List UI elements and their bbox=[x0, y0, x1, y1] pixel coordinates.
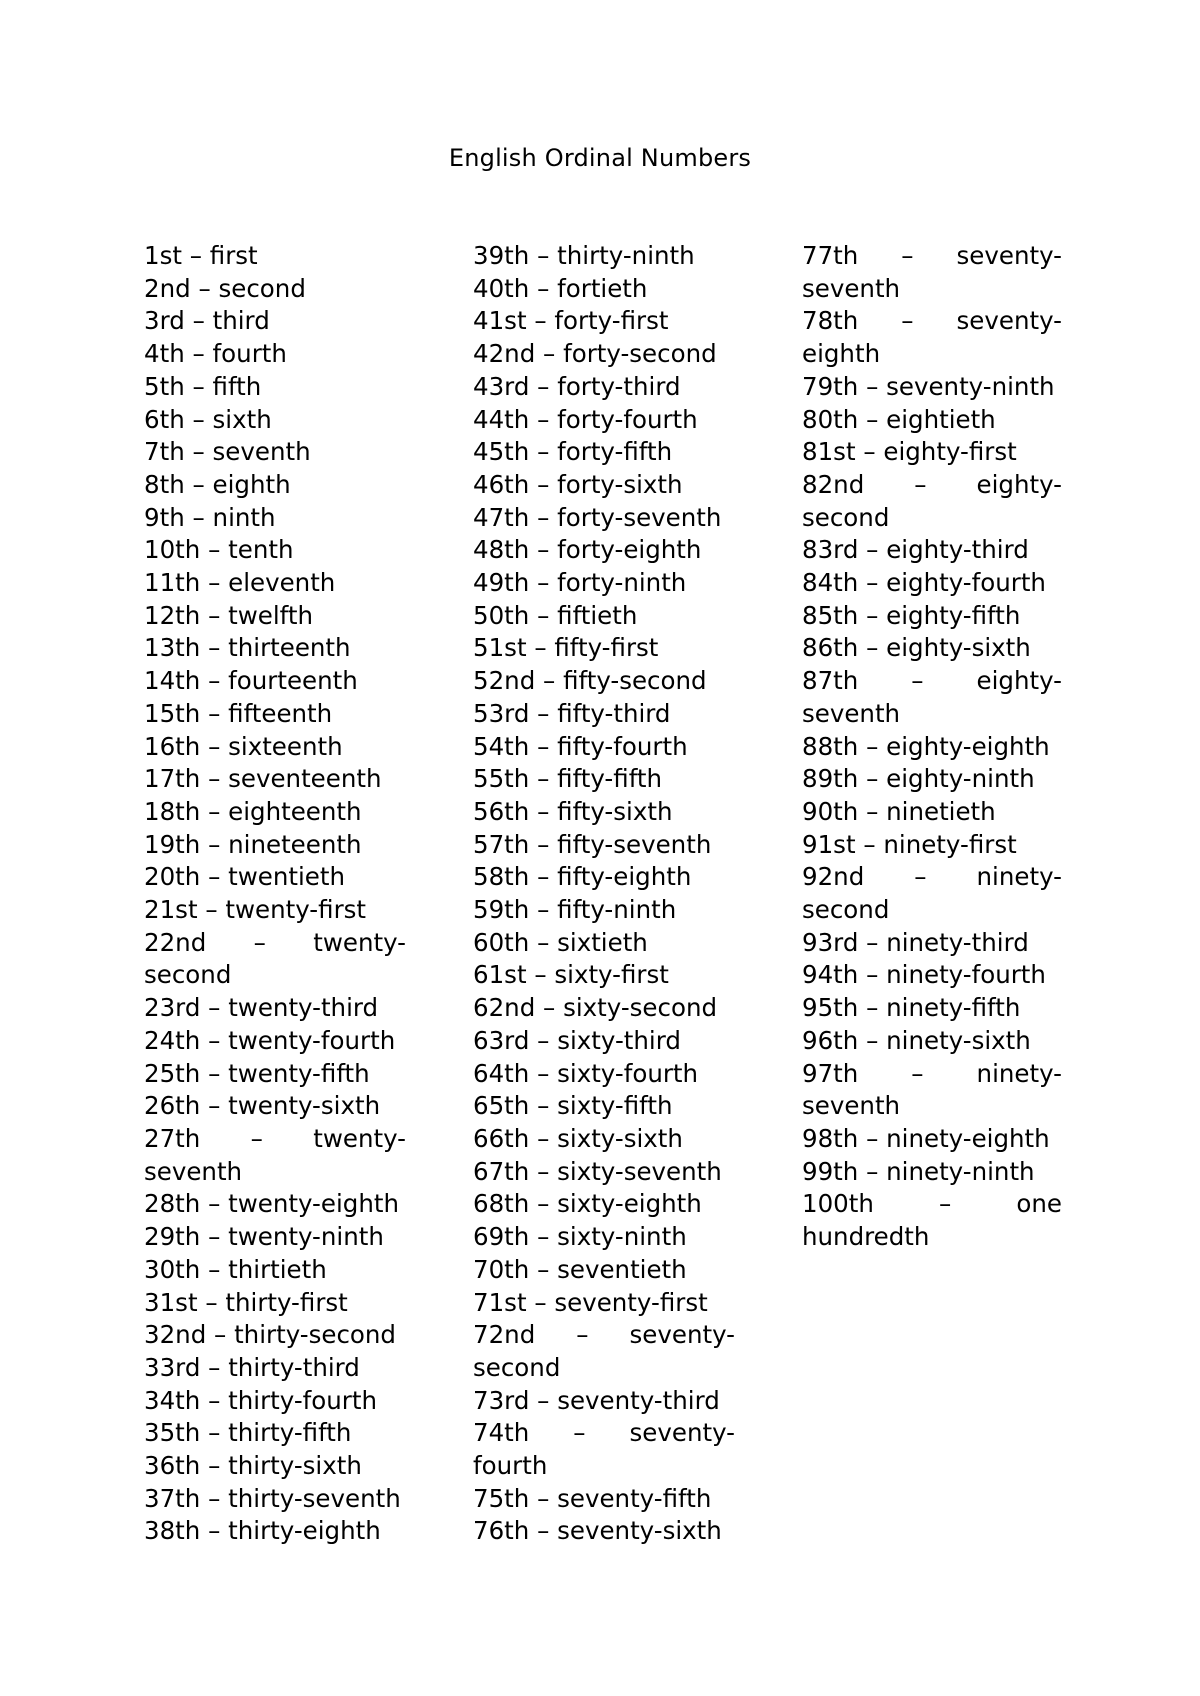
ordinal-entry: 19th – nineteenth bbox=[144, 829, 362, 859]
ordinal-entry: 22nd – twenty-second bbox=[144, 927, 406, 990]
ordinal-entry: 6th – sixth bbox=[144, 404, 272, 434]
ordinal-entry: 14th – fourteenth bbox=[144, 666, 358, 696]
ordinal-entry: 60th – sixtieth bbox=[473, 927, 648, 957]
ordinal-entry: 76th – seventy-sixth bbox=[473, 1516, 722, 1546]
ordinal-entry: 67th – sixty-seventh bbox=[473, 1156, 722, 1186]
ordinal-entry: 77th – seventy-seventh bbox=[802, 241, 1062, 303]
ordinal-entry: 21st – twenty-first bbox=[144, 895, 367, 925]
ordinal-entry: 48th – forty-eighth bbox=[473, 535, 702, 565]
ordinal-entry: 45th – forty-fifth bbox=[473, 437, 673, 467]
ordinal-entry: 74th – seventy-fourth bbox=[473, 1418, 735, 1481]
ordinal-entry: 94th – ninety-fourth bbox=[802, 960, 1046, 990]
ordinal-entry: 28th – twenty-eighth bbox=[144, 1189, 399, 1219]
ordinal-entry: 33rd – thirty-third bbox=[144, 1352, 360, 1382]
ordinal-column-2 bbox=[473, 240, 735, 1548]
ordinal-entry: 35th – thirty-fifth bbox=[144, 1418, 352, 1448]
ordinal-entry: 73rd – seventy-third bbox=[473, 1385, 720, 1415]
ordinal-entry: 56th – fifty-sixth bbox=[473, 796, 673, 826]
ordinal-entry: 8th – eighth bbox=[144, 469, 291, 499]
ordinal-entry: 72nd – seventy-second bbox=[473, 1320, 735, 1382]
ordinal-entry: 99th – ninety-ninth bbox=[802, 1156, 1035, 1186]
ordinal-entry: 52nd – fifty-second bbox=[473, 666, 707, 696]
ordinal-entry: 71st – seventy-first bbox=[473, 1287, 708, 1317]
ordinal-entry: 46th – forty-sixth bbox=[473, 469, 683, 499]
ordinal-entry: 38th – thirty-eighth bbox=[144, 1516, 381, 1546]
ordinal-entry: 15th – fifteenth bbox=[144, 698, 333, 728]
ordinal-entry: 63rd – sixty-third bbox=[473, 1025, 681, 1055]
ordinal-entry: 5th – fifth bbox=[144, 371, 262, 401]
ordinal-entry: 66th – sixty-sixth bbox=[473, 1123, 683, 1153]
ordinal-entry: 4th – fourth bbox=[144, 339, 287, 369]
ordinal-entry: 93rd – ninety-third bbox=[802, 927, 1029, 957]
ordinal-entry: 81st – eighty-first bbox=[802, 437, 1017, 467]
ordinal-entry: 51st – fifty-first bbox=[473, 633, 659, 663]
ordinal-entry: 3rd – third bbox=[144, 306, 270, 336]
ordinal-entry: 100th – one hundredth bbox=[802, 1189, 1062, 1252]
ordinal-entry: 91st – ninety-first bbox=[802, 829, 1017, 859]
ordinal-entry: 32nd – thirty-second bbox=[144, 1320, 396, 1350]
ordinal-entry: 85th – eighty-fifth bbox=[802, 600, 1021, 630]
ordinal-entry: 31st – thirty-first bbox=[144, 1287, 348, 1317]
ordinal-entry: 1st – first bbox=[144, 241, 258, 270]
ordinal-entry: 79th – seventy-ninth bbox=[802, 371, 1055, 401]
ordinal-entry: 98th – ninety-eighth bbox=[802, 1123, 1050, 1153]
page-title: English Ordinal Numbers bbox=[448, 144, 752, 172]
ordinal-entry: 84th – eighty-fourth bbox=[802, 568, 1046, 598]
ordinal-entry: 7th – seventh bbox=[144, 437, 311, 467]
ordinal-entry: 88th – eighty-eighth bbox=[802, 731, 1050, 761]
ordinal-entry: 10th – tenth bbox=[144, 535, 294, 565]
ordinal-entry: 61st – sixty-first bbox=[473, 960, 669, 990]
ordinal-column-3 bbox=[802, 240, 1062, 1254]
ordinal-entry: 25th – twenty-fifth bbox=[144, 1058, 370, 1088]
ordinal-entry: 68th – sixty-eighth bbox=[473, 1189, 702, 1219]
ordinal-entry: 29th – twenty-ninth bbox=[144, 1222, 384, 1252]
ordinal-entry: 80th – eightieth bbox=[802, 404, 996, 434]
ordinal-entry: 69th – sixty-ninth bbox=[473, 1222, 687, 1252]
ordinal-entry: 62nd – sixty-second bbox=[473, 993, 718, 1023]
ordinal-entry: 64th – sixty-fourth bbox=[473, 1058, 699, 1088]
ordinal-entry: 86th – eighty-sixth bbox=[802, 633, 1031, 663]
ordinal-entry: 97th – ninety-seventh bbox=[802, 1058, 1062, 1121]
ordinal-entry: 78th – seventy-eighth bbox=[802, 306, 1062, 369]
ordinal-entry: 26th – twenty-sixth bbox=[144, 1091, 381, 1121]
ordinal-entry: 42nd – forty-second bbox=[473, 339, 717, 369]
ordinal-entry: 49th – forty-ninth bbox=[473, 568, 687, 598]
ordinal-entry: 20th – twentieth bbox=[144, 862, 346, 892]
ordinal-entry: 90th – ninetieth bbox=[802, 796, 996, 826]
ordinal-entry: 12th – twelfth bbox=[144, 600, 313, 630]
ordinal-entry: 16th – sixteenth bbox=[144, 731, 343, 761]
ordinal-entry: 24th – twenty-fourth bbox=[144, 1025, 396, 1055]
ordinal-entry: 70th – seventieth bbox=[473, 1254, 687, 1284]
ordinal-entry: 50th – fiftieth bbox=[473, 600, 638, 630]
ordinal-entry: 83rd – eighty-third bbox=[802, 535, 1029, 565]
ordinal-entry: 27th – twenty-seventh bbox=[144, 1123, 406, 1186]
ordinal-entry: 23rd – twenty-third bbox=[144, 993, 379, 1023]
ordinal-entry: 9th – ninth bbox=[144, 502, 276, 532]
ordinal-entry: 43rd – forty-third bbox=[473, 371, 681, 401]
ordinal-entry: 55th – fifty-fifth bbox=[473, 764, 663, 794]
ordinal-entry: 37th – thirty-seventh bbox=[144, 1483, 401, 1513]
ordinal-entry: 89th – eighty-ninth bbox=[802, 764, 1035, 794]
ordinal-entry: 44th – forty-fourth bbox=[473, 404, 698, 434]
ordinal-entry: 18th – eighteenth bbox=[144, 796, 362, 826]
ordinal-entry: 34th – thirty-fourth bbox=[144, 1385, 378, 1415]
ordinal-entry: 54th – fifty-fourth bbox=[473, 731, 688, 761]
ordinal-column-1 bbox=[144, 240, 406, 1548]
ordinal-entry: 57th – fifty-seventh bbox=[473, 829, 712, 859]
ordinal-entry: 95th – ninety-fifth bbox=[802, 993, 1021, 1023]
ordinal-entry: 13th – thirteenth bbox=[144, 633, 351, 663]
ordinal-entry: 96th – ninety-sixth bbox=[802, 1025, 1031, 1055]
ordinal-entry: 2nd – second bbox=[144, 273, 306, 303]
ordinal-entry: 82nd – eighty-second bbox=[802, 469, 1062, 532]
ordinal-entry: 92nd – ninety-second bbox=[802, 862, 1062, 925]
ordinal-entry: 39th – thirty-ninth bbox=[473, 241, 695, 270]
ordinal-entry: 75th – seventy-fifth bbox=[473, 1483, 712, 1513]
ordinal-entry: 65th – sixty-fifth bbox=[473, 1091, 673, 1121]
ordinal-entry: 40th – fortieth bbox=[473, 273, 648, 303]
ordinal-entry: 11th – eleventh bbox=[144, 568, 336, 598]
ordinal-entry: 87th – eighty-seventh bbox=[802, 666, 1062, 728]
ordinal-entry: 36th – thirty-sixth bbox=[144, 1451, 362, 1481]
ordinal-entry: 47th – forty-seventh bbox=[473, 502, 722, 532]
ordinal-entry: 30th – thirtieth bbox=[144, 1254, 327, 1284]
ordinal-entry: 53rd – fifty-third bbox=[473, 698, 671, 728]
ordinal-entry: 59th – fifty-ninth bbox=[473, 895, 677, 925]
ordinal-entry: 17th – seventeenth bbox=[144, 764, 382, 794]
ordinal-entry: 58th – fifty-eighth bbox=[473, 862, 692, 892]
ordinal-entry: 41st – forty-first bbox=[473, 306, 669, 336]
